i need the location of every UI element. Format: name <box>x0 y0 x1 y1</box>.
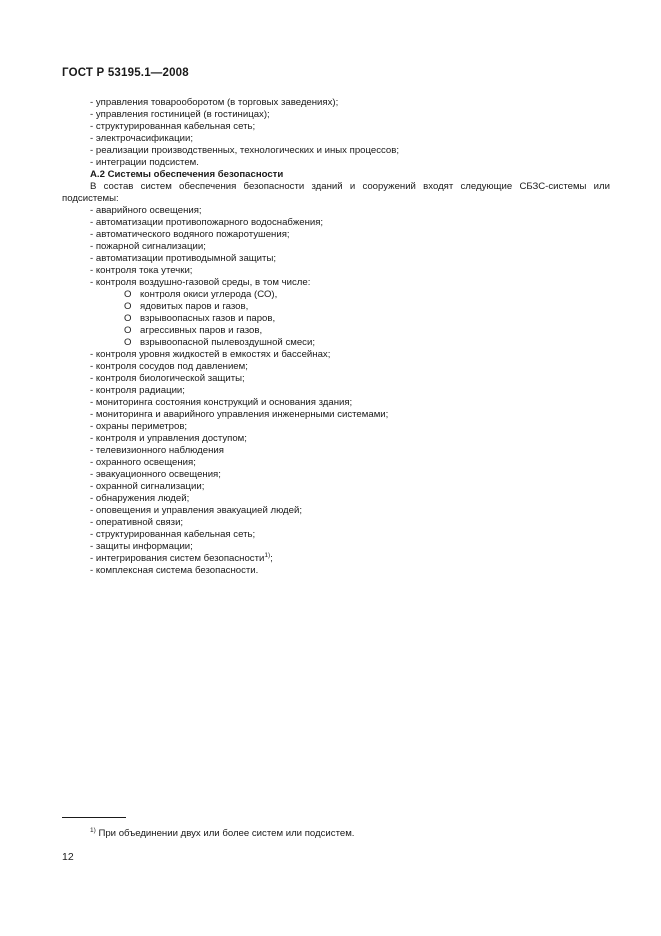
list-item: - контроля тока утечки; <box>90 265 193 276</box>
sub-list-item-text: контроля окиси углерода (СО), <box>140 289 278 300</box>
section-heading: А.2 Системы обеспечения безопасности <box>90 169 284 180</box>
sub-list-item <box>62 289 622 301</box>
list-item: - аварийного освещения; <box>90 205 202 216</box>
list-item: - структурированная кабельная сеть; <box>90 121 256 132</box>
list-item: - автоматизации противодымной защиты; <box>90 253 276 264</box>
list-item: - обнаружения людей; <box>90 493 190 504</box>
circle-bullet-icon: O <box>124 313 132 324</box>
list-main-b <box>62 349 622 553</box>
list-top <box>62 97 622 169</box>
sub-list-item-text: взрывоопасной пылевоздушной смеси; <box>140 337 315 348</box>
list-item: - управления товарооборотом (в торговых заведениях); <box>90 97 339 108</box>
document-header: ГОСТ Р 53195.1—2008 <box>62 67 189 79</box>
list-item: - интеграции подсистем. <box>90 157 199 168</box>
sub-list-item <box>62 301 622 313</box>
circle-bullet-icon: O <box>124 301 132 312</box>
list-item: - охранного освещения; <box>90 457 196 468</box>
sub-list-item <box>62 325 622 337</box>
sub-list <box>62 289 622 349</box>
list-item: - эвакуационного освещения; <box>90 469 221 480</box>
sub-list-item-text: ядовитых паров и газов, <box>140 301 249 312</box>
circle-bullet-icon: O <box>124 337 132 348</box>
footnote-divider <box>62 817 126 818</box>
list-item: - контроля сосудов под давлением; <box>90 361 248 372</box>
list-item: - контроля воздушно-газовой среды, в том числе: <box>90 277 311 288</box>
sub-list-item-text: агрессивных паров и газов, <box>140 325 263 336</box>
section-intro: В состав систем обеспечения безопасности зданий и сооружений входят следующие СБЗС-системы или подсистемы: <box>62 181 610 204</box>
list-item: - контроля и управления доступом; <box>90 433 247 444</box>
integration-text: - интегрирования систем безопасности <box>90 553 265 564</box>
integration-tail: ; <box>270 553 273 564</box>
list-item: - мониторинга состояния конструкций и основания здания; <box>90 397 353 408</box>
list-item: - реализации производственных, технологических и иных процессов; <box>90 145 400 156</box>
sub-list-item-text: взрывоопасных газов и паров, <box>140 313 276 324</box>
list-item: - автоматизации противопожарного водоснабжения; <box>90 217 324 228</box>
list-item-integration <box>62 553 622 565</box>
list-item: - автоматического водяного пожаротушения; <box>90 229 290 240</box>
list-item: - охранной сигнализации; <box>90 481 205 492</box>
sub-list-item <box>62 337 622 349</box>
list-item: - электрочасификации; <box>90 133 194 144</box>
footnote-reference: 1) <box>264 552 271 559</box>
sub-list-item <box>62 313 622 325</box>
list-item: - телевизионного наблюдения <box>90 445 224 456</box>
circle-bullet-icon: O <box>124 289 132 300</box>
footnote-text: При объединении двух или более систем или подсистем. <box>95 828 355 839</box>
list-item: - мониторинга и аварийного управления инженерными системами; <box>90 409 389 420</box>
footnote <box>90 828 354 839</box>
list-item: - структурированная кабельная сеть; <box>90 529 256 540</box>
list-item: - оперативной связи; <box>90 517 184 528</box>
list-item-last: - комплексная система безопасности. <box>90 565 259 576</box>
list-main-a <box>62 205 622 289</box>
list-item: - охраны периметров; <box>90 421 188 432</box>
list-item: - управления гостиницей (в гостиницах); <box>90 109 270 120</box>
page-number: 12 <box>62 851 74 863</box>
list-item: - пожарной сигнализации; <box>90 241 206 252</box>
circle-bullet-icon: O <box>124 325 132 336</box>
list-item: - контроля биологической защиты; <box>90 373 245 384</box>
document-body <box>62 97 622 577</box>
list-item: - оповещения и управления эвакуацией людей; <box>90 505 303 516</box>
list-item: - защиты информации; <box>90 541 193 552</box>
list-item: - контроля уровня жидкостей в емкостях и бассейнах; <box>90 349 331 360</box>
footnote-mark: 1) <box>90 827 96 834</box>
list-item: - контроля радиации; <box>90 385 185 396</box>
